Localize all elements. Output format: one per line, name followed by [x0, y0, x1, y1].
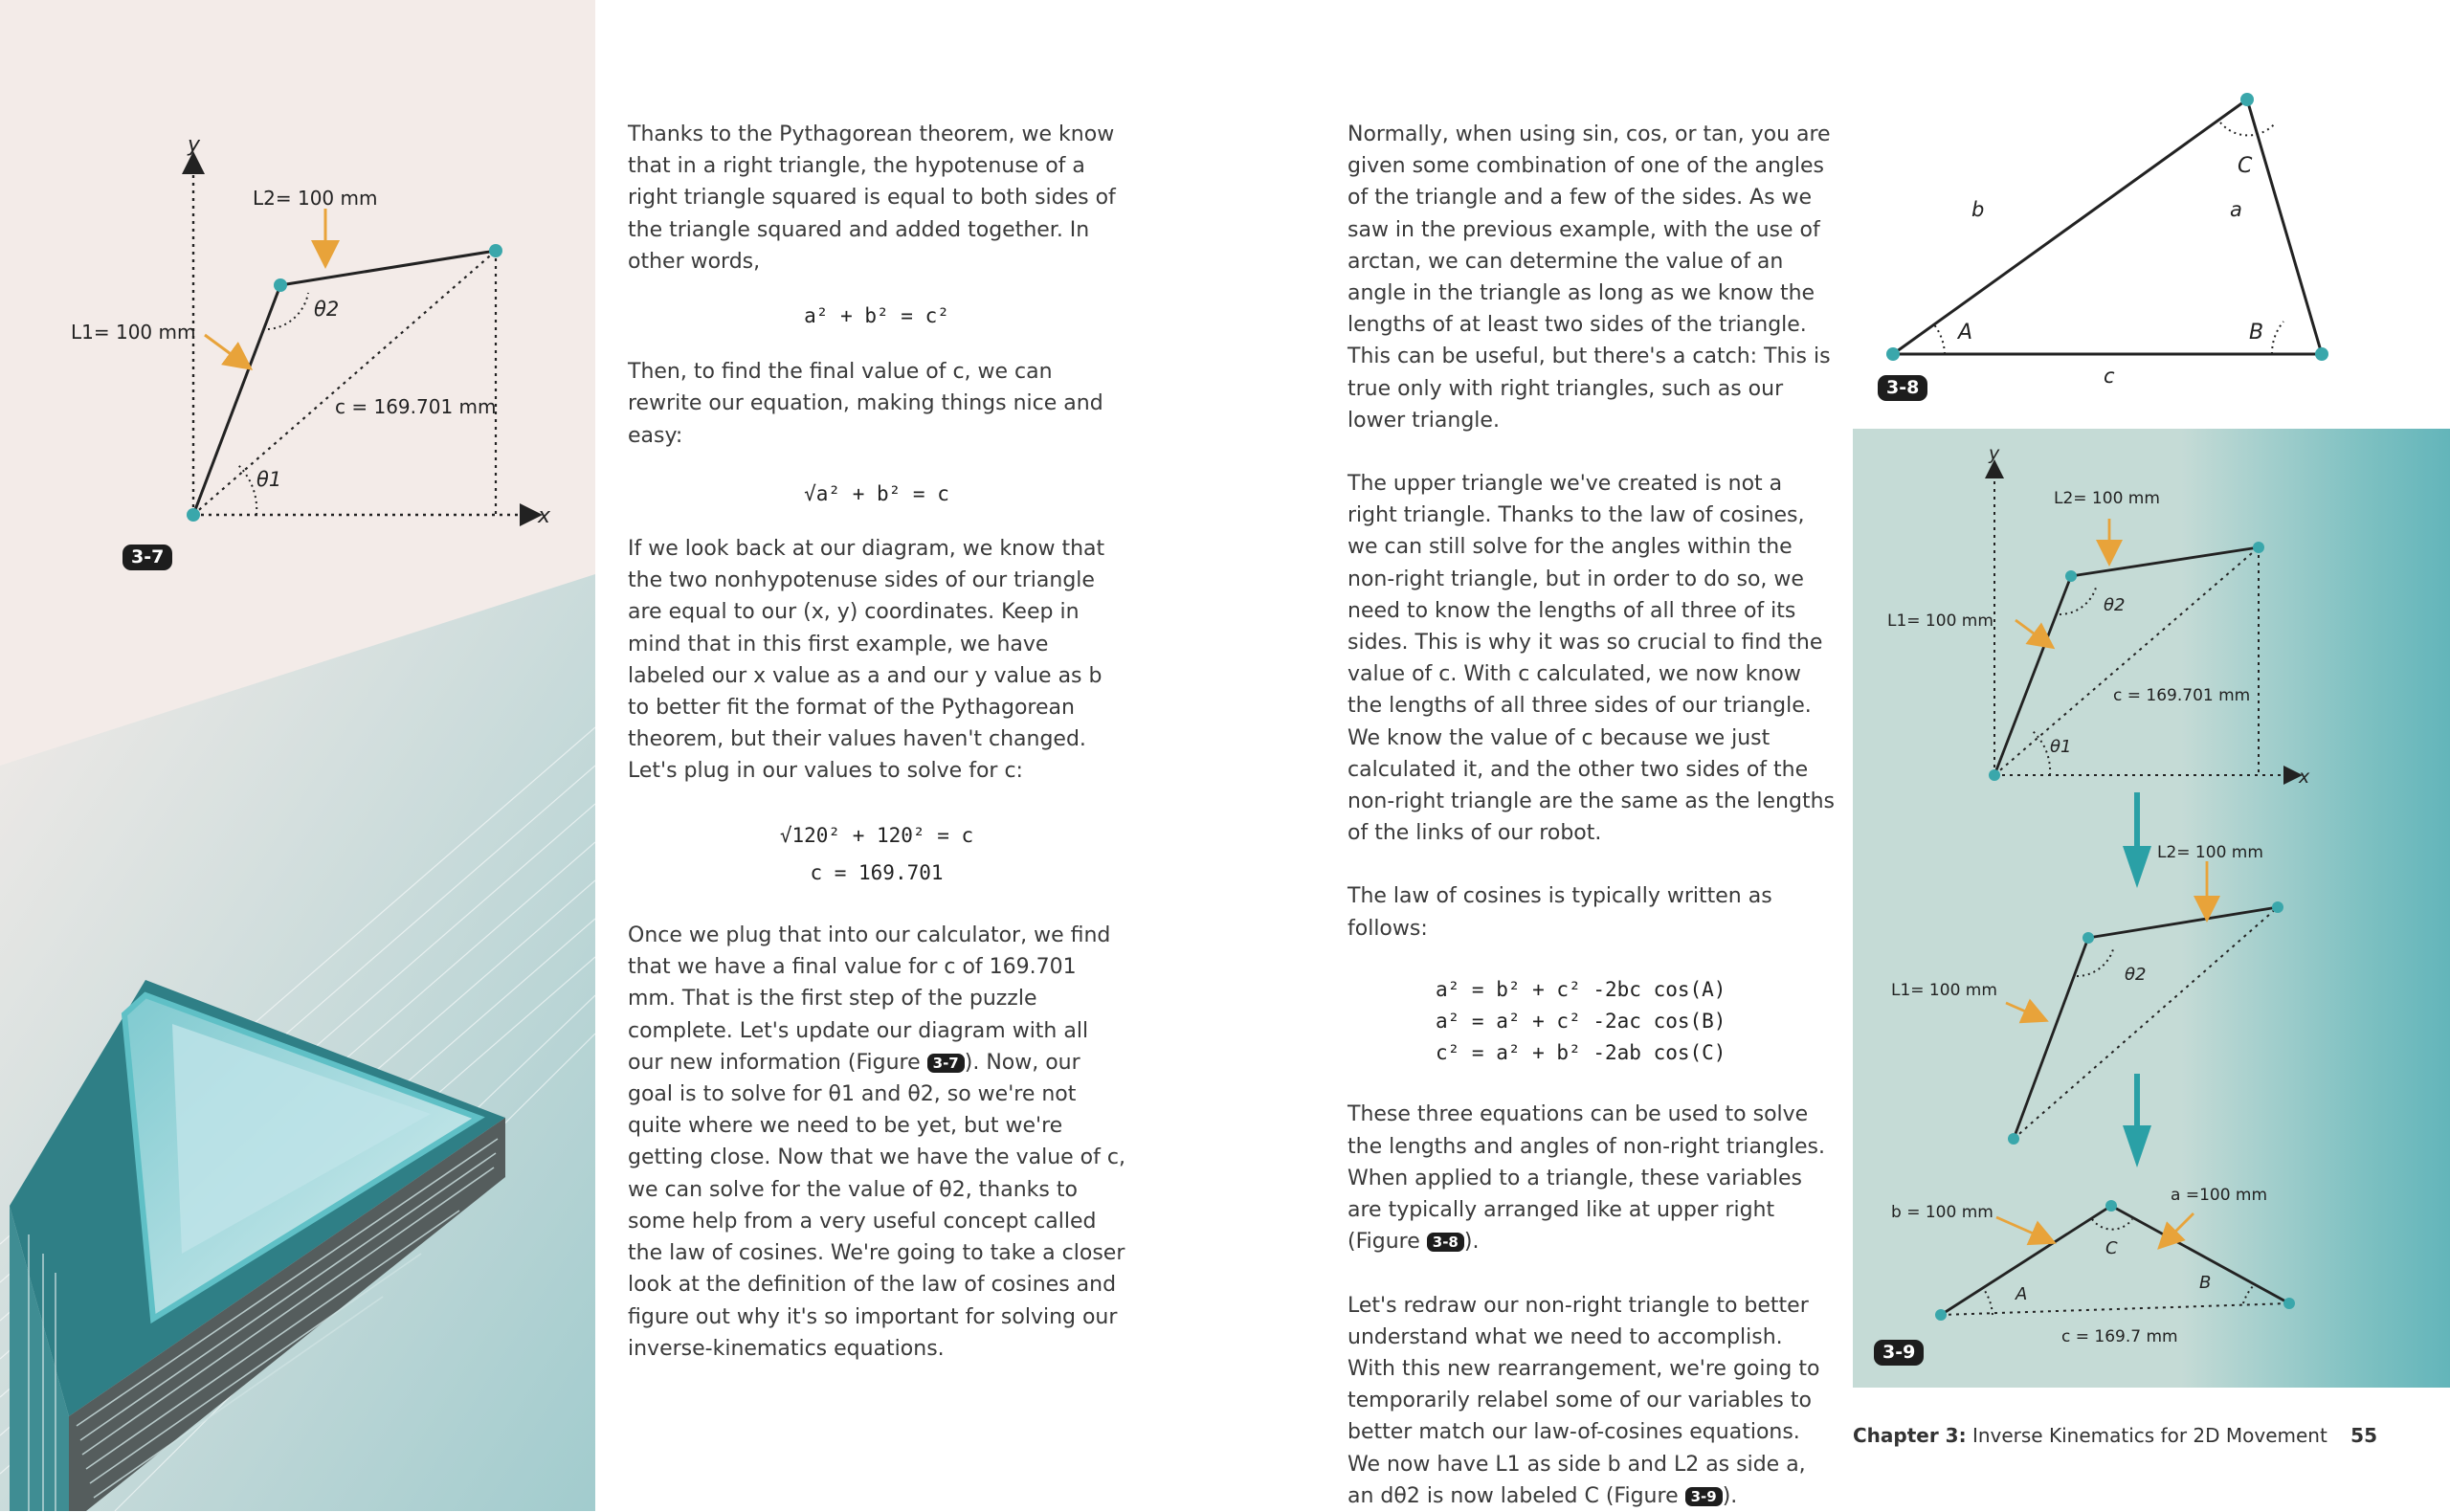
fig39-mid-l2-label: L2= 100 mm: [2157, 843, 2263, 862]
figure-3-8-diagram: [1853, 0, 2450, 429]
text-column-2: [1348, 119, 1836, 1512]
col1-paragraph-1: Thanks to the Pythagorean theorem, we know that in a right triangle, the hypotenuse of a right triangle squared is equal to both sides of the triangle squared and added together. In other words,: [628, 122, 1116, 274]
col2-paragraph-4: [1348, 1099, 1836, 1257]
inline-figure-3-8-badge: 3-8: [1427, 1233, 1464, 1252]
col1-equation-plugged: √120² + 120² = c: [779, 823, 974, 847]
inline-figure-3-9-badge: 3-9: [1685, 1487, 1723, 1506]
fig39-c-label: c = 169.701 mm: [2113, 686, 2251, 705]
left-decor-panel: [0, 0, 595, 1511]
col2-paragraph-3: The law of cosines is typically written as follows:: [1348, 884, 1772, 941]
figure-3-7-diagram: [0, 0, 595, 593]
fig38-side-c: c: [2104, 365, 2115, 388]
fig39-l2-label: L2= 100 mm: [2054, 489, 2160, 508]
col2-paragraph-2: The upper triangle we've created is not a right triangle. Thanks to the law of cosines, we can still solve for the angles within the non-right triangle, but in order to do so, we need to know the lengths of all three of its sides. This is why it was so crucial to find the value of c. With c calculated, we now know the lengths of all three sides of our triangle. We know the value of c because we just calculated it, and the other two sides of the non-right triangle are the same as the lengths of the links of our robot.: [1348, 472, 1835, 846]
col2-equation-cos-c: c² = a² + b² -2ab cos(C): [1436, 1041, 1726, 1065]
col1-p4-after-figure: ). Now, our goal is to solve for θ1 and θ2, so we're not quite where we need to be yet, but we're getting close. Now that we have the value of c, we can solve for the value of θ2, thanks to some help from a very useful concept called the law of cosines. We're going to take a closer look at the definition of the law of cosines and figure out why it's so important for solving our inverse-kinematics equations.: [628, 1050, 1125, 1361]
col2-p5-after-figure: ).: [1722, 1483, 1738, 1508]
fig39-bot-angle-B: B: [2199, 1273, 2212, 1293]
footer-chapter-title: Inverse Kinematics for 2D Movement: [1971, 1424, 2328, 1447]
col2-paragraph-1: Normally, when using sin, cos, or tan, you are given some combination of one of the angles of the triangle and a few of the sides. As we saw in the previous example, with the use of arctan, we can determine the value of an angle in the triangle as long as we know the lengths of at least two sides of the triangle. This can be useful, but there's a catch: This is true only with right triangles, such as our lower triangle.: [1348, 122, 1831, 433]
col1-paragraph-3: If we look back at our diagram, we know that the two nonhypotenuse sides of our triangle are equal to our (x, y) coordinates. Keep in mind that in this first example, we have labeled our x value as a and our y value as b to better fit the format of the Pythagorean theorem, but their values haven't changed. Let's plug in our values to solve for c:: [628, 537, 1105, 784]
fig39-bot-c-label: c = 169.7 mm: [2061, 1327, 2178, 1346]
col1-equation-sqrt: √a² + b² = c: [804, 481, 949, 505]
fig37-y-label: y: [188, 133, 201, 157]
fig39-y-label: y: [1989, 443, 2000, 464]
fig39-bot-b-label: b = 100 mm: [1891, 1203, 1993, 1222]
col1-paragraph-4: [628, 920, 1125, 1365]
page-number: 55: [2350, 1424, 2378, 1447]
fig39-bot-a-label: a =100 mm: [2171, 1186, 2268, 1205]
fig39-bot-angle-A: A: [2016, 1284, 2028, 1304]
fig38-angle-C: C: [2238, 154, 2253, 178]
fig39-x-label: x: [2299, 767, 2310, 788]
fig37-theta1: θ1: [256, 468, 282, 491]
col1-paragraph-2: Then, to find the final value of c, we can rewrite our equation, making things nice and easy:: [628, 360, 1103, 448]
fig37-l1-label: L1= 100 mm: [71, 321, 196, 344]
fig39-mid-theta2: θ2: [2125, 965, 2147, 985]
fig37-x-label: x: [538, 504, 551, 528]
text-column-1: [628, 119, 1125, 1365]
figure-3-9-diagram: [1853, 429, 2450, 1388]
footer-chapter: Chapter 3:: [1853, 1424, 1967, 1447]
fig37-theta2: θ2: [314, 298, 340, 321]
col2-paragraph-5: [1348, 1290, 1836, 1512]
col1-p4-before-figure: Once we plug that into our calculator, we find that we have a final value for c of 169.701 mm. That is the first step of the puzzle complete. Let's update our diagram with all our new information (Figure: [628, 923, 1111, 1075]
col2-equation-cos-b: a² = a² + c² -2ac cos(B): [1436, 1010, 1726, 1034]
fig37-c-label: c = 169.701 mm: [335, 395, 497, 418]
inline-figure-3-7-badge: 3-7: [927, 1054, 965, 1073]
page-footer: [1853, 1424, 2377, 1447]
fig39-l1-label: L1= 100 mm: [1887, 611, 1993, 631]
col1-equation-pythagorean: a² + b² = c²: [804, 304, 949, 328]
figure-3-7-badge: 3-7: [122, 545, 172, 570]
col1-equation-result: c = 169.701: [810, 860, 944, 884]
fig39-theta1: θ1: [2050, 737, 2072, 757]
figure-3-9-panel: [1853, 429, 2450, 1388]
fig38-side-a: a: [2230, 198, 2242, 221]
fig39-bot-angle-C: C: [2105, 1238, 2118, 1258]
fig39-mid-l1-label: L1= 100 mm: [1891, 981, 1997, 1000]
fig39-theta2: θ2: [2104, 595, 2126, 615]
col2-equation-cos-a: a² = b² + c² -2bc cos(A): [1436, 977, 1726, 1001]
col2-p5-before-figure: Let's redraw our non-right triangle to better understand what we need to accomplish. With this new rearrangement, we're going to temporarily relabel some of our variables to better match our law-of-cosines equations. We now have L1 as side b and L2 as side a, an dθ2 is now labeled C (Figure: [1348, 1293, 1820, 1508]
col2-p4-before-figure: These three equations can be used to solve the lengths and angles of non-right triangles. When applied to a triangle, these variables are typically arranged like at upper right (Figure: [1348, 1102, 1825, 1255]
figure-3-9-badge: 3-9: [1874, 1340, 1924, 1366]
fig38-angle-B: B: [2249, 321, 2264, 345]
fig38-side-b: b: [1971, 198, 1985, 221]
col2-p4-after-figure: ).: [1463, 1230, 1480, 1255]
fig38-angle-A: A: [1958, 321, 1973, 345]
figure-3-8-badge: 3-8: [1878, 375, 1927, 401]
fig37-l2-label: L2= 100 mm: [253, 187, 378, 210]
